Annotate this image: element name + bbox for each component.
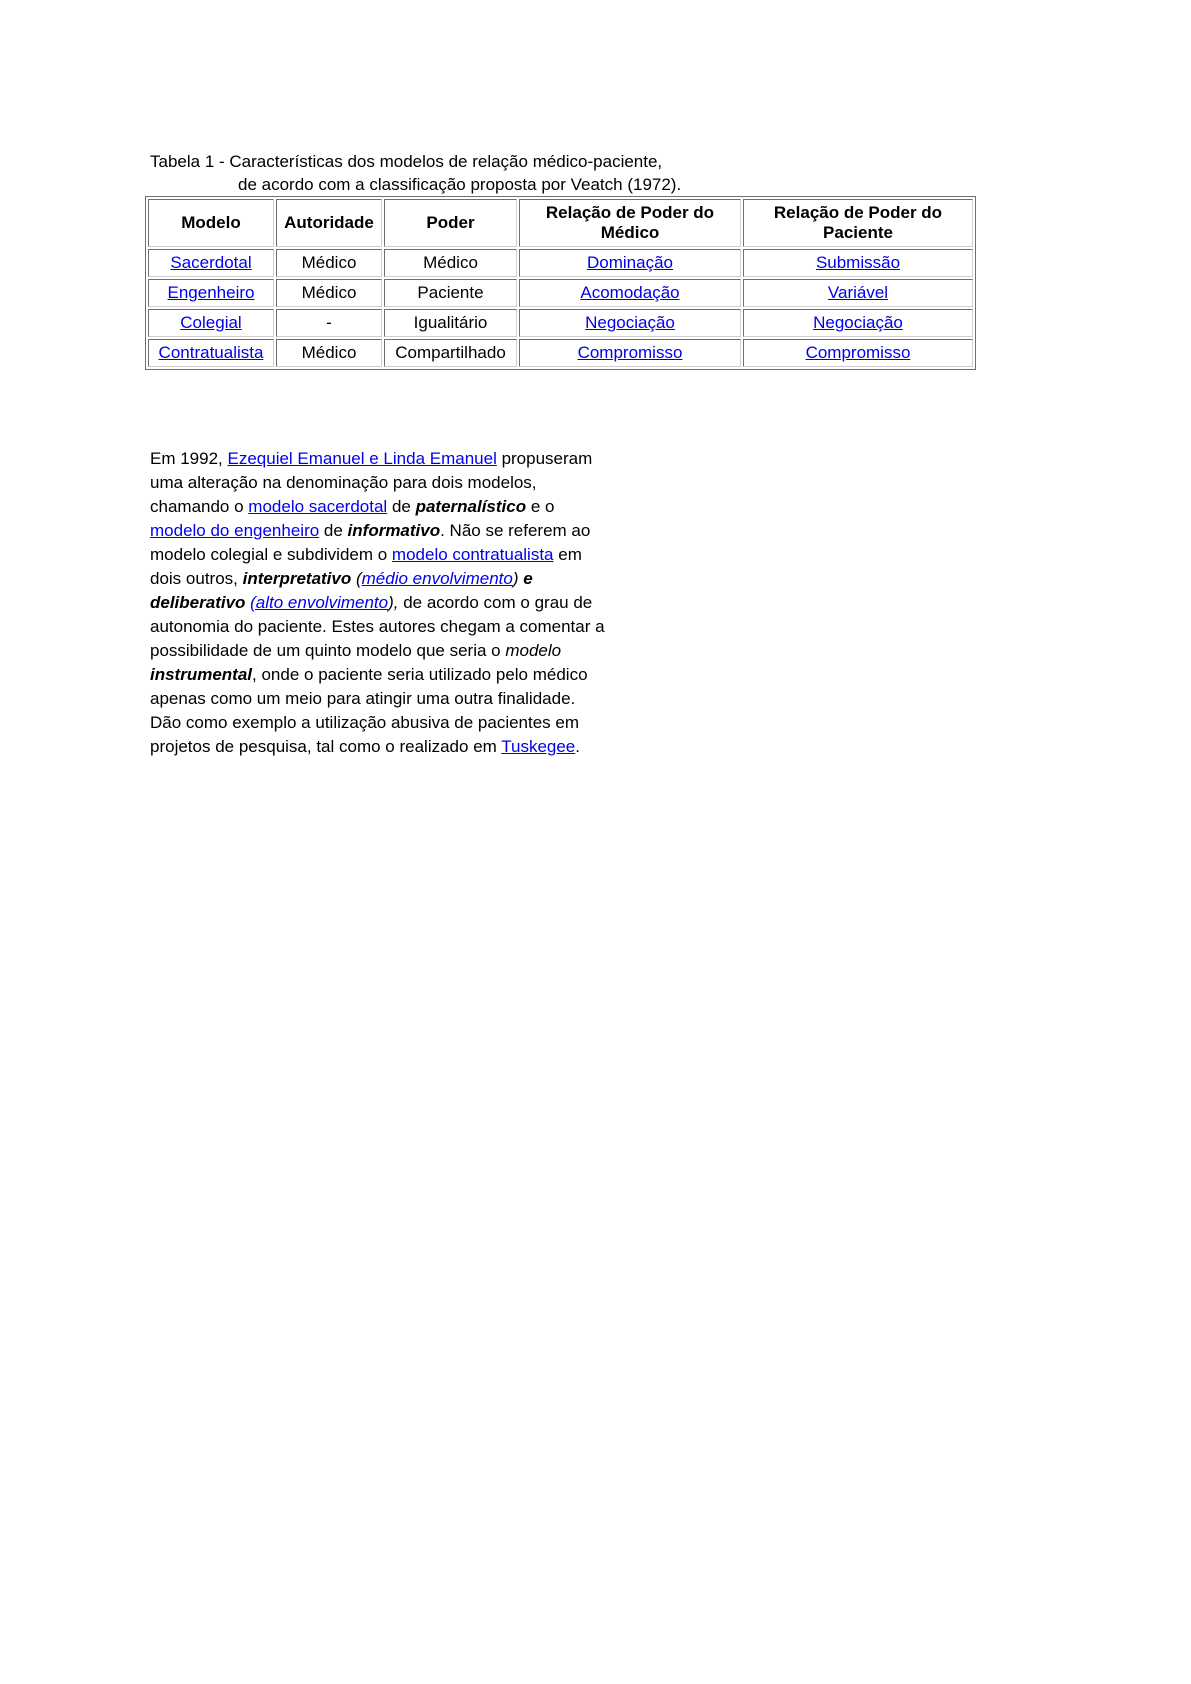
text-segment: .: [575, 737, 580, 756]
column-header: Poder: [384, 199, 517, 247]
table-caption-line1: Tabela 1 - Características dos modelos de relação médico-paciente,: [150, 152, 663, 171]
column-header: Modelo: [148, 199, 274, 247]
table-cell: [148, 309, 274, 337]
inline-link[interactable]: modelo do engenheiro: [150, 521, 320, 540]
table-cell-link[interactable]: Sacerdotal: [170, 253, 252, 272]
table-body: [148, 249, 973, 367]
table-cell-link[interactable]: Acomodação: [580, 283, 680, 302]
text-segment: paternalístico: [415, 497, 527, 516]
text-segment: modelo: [505, 641, 562, 660]
table-cell-link[interactable]: Engenheiro: [167, 283, 255, 302]
table-cell: [519, 249, 741, 277]
text-segment: instrumental: [150, 665, 253, 684]
table-cell-link[interactable]: Compromisso: [577, 343, 683, 362]
inline-link[interactable]: modelo contratualista: [391, 545, 554, 564]
table-caption-line2: de acordo com a classificação proposta por Veatch (1972).: [238, 175, 682, 194]
table-cell: [519, 279, 741, 307]
text-segment: (: [351, 569, 362, 588]
table-cell-link[interactable]: Dominação: [587, 253, 673, 272]
text-segment: interpretativo: [242, 569, 352, 588]
inline-link[interactable]: médio envolvimento: [361, 569, 513, 588]
text-segment: Em 1992,: [150, 449, 228, 468]
text-segment: ): [512, 569, 519, 588]
inline-link[interactable]: (alto envolvimento: [250, 593, 389, 612]
inline-link[interactable]: modelo sacerdotal: [248, 497, 388, 516]
text-segment: ),: [388, 593, 399, 612]
table-row: [148, 249, 973, 277]
table-cell-link[interactable]: Colegial: [180, 313, 242, 332]
table-cell-link[interactable]: Compromisso: [805, 343, 911, 362]
table-cell: [743, 249, 973, 277]
text-segment: de: [319, 521, 348, 540]
table-caption: [150, 150, 681, 196]
table-cell: [519, 309, 741, 337]
text-segment: . Não se referem ao modelo colegial e subdividem o: [150, 521, 591, 564]
table-cell: Médico: [276, 279, 382, 307]
table-cell-link[interactable]: Negociação: [585, 313, 675, 332]
text-segment: , onde o paciente seria utilizado pelo médico apenas como um meio para atingir uma outra finalidade. Dão como exemplo a utilização abusiva de pacientes em projetos de pesquisa, tal como o realizado em: [150, 665, 588, 756]
column-header: Relação de Poder do Paciente: [743, 199, 973, 247]
table-cell: Médico: [276, 249, 382, 277]
text-segment: informativo: [347, 521, 441, 540]
table-row: [148, 279, 973, 307]
body-paragraph: [150, 447, 610, 759]
table-cell-link[interactable]: Submissão: [815, 253, 901, 272]
table-cell: Médico: [276, 339, 382, 367]
table-cell: Compartilhado: [384, 339, 517, 367]
table-row: [148, 309, 973, 337]
column-header: Autoridade: [276, 199, 382, 247]
table-cell: [148, 339, 274, 367]
table-cell-link[interactable]: Negociação: [813, 313, 903, 332]
table-row: [148, 339, 973, 367]
text-segment: propuseram uma alteração na denominação para dois modelos, chamando o: [150, 449, 593, 516]
inline-link[interactable]: Ezequiel Emanuel e Linda Emanuel: [227, 449, 497, 468]
table-cell: Igualitário: [384, 309, 517, 337]
table-cell: [743, 279, 973, 307]
table-header-row: [148, 199, 973, 247]
table-cell-link[interactable]: Contratualista: [158, 343, 264, 362]
inline-link[interactable]: Tuskegee: [501, 737, 576, 756]
column-header: Relação de Poder do Médico: [519, 199, 741, 247]
table-cell: [519, 339, 741, 367]
text-segment: em dois outros,: [150, 545, 582, 588]
text-segment: e o: [526, 497, 555, 516]
text-segment: e deliberativo: [150, 569, 533, 612]
table-cell: Paciente: [384, 279, 517, 307]
table-cell: [148, 279, 274, 307]
table-cell: [743, 339, 973, 367]
table-cell: -: [276, 309, 382, 337]
models-table: [145, 196, 976, 370]
table-cell-link[interactable]: Variável: [827, 283, 889, 302]
text-segment: de acordo com o grau de autonomia do paciente. Estes autores chegam a comentar a possibilidade de um quinto modelo que seria o: [150, 593, 605, 660]
text-segment: de: [387, 497, 416, 516]
table-cell: Médico: [384, 249, 517, 277]
table-cell: [148, 249, 274, 277]
table-cell: [743, 309, 973, 337]
